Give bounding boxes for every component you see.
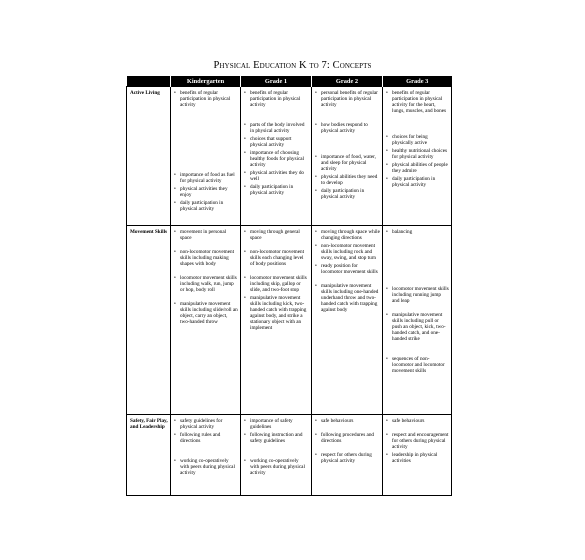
concept-item: • non-locomotor movement skills including rock and sway, swing, and stop turn (315, 243, 380, 261)
page-title: Physical Education K to 7: Concepts (213, 60, 372, 71)
concept-item: • daily participation in physical activity (315, 188, 380, 200)
table-cell (241, 226, 312, 415)
concept-list (174, 90, 238, 212)
table-cell (312, 415, 383, 496)
concept-item: • importance of choosing healthy foods for physical activity (244, 150, 309, 168)
table-cell (171, 87, 241, 226)
table-row (127, 415, 452, 496)
table-cell (171, 415, 241, 496)
table-row (127, 87, 452, 226)
table-cell (312, 226, 383, 415)
concept-list (174, 229, 238, 325)
concept-item: • locomotor movement skills including skip, gallop or slide, and two-foot stop (244, 275, 309, 293)
concept-item: • importance of safety guidelines (244, 418, 309, 430)
concept-item: • respect and encouragement for others during physical activity (386, 432, 449, 450)
concept-item: • choices that support physical activity (244, 136, 309, 148)
concept-item: • manipulative movement skills including slide/roll an object, carry an object, two-handed throw (174, 301, 238, 325)
concept-list (386, 418, 449, 464)
concept-item: • manipulative movement skills including pull or push an object, kick, two-handed catch, and one-handed strike (386, 312, 449, 342)
concept-item: • daily participation in physical activity (386, 176, 449, 188)
concept-item: • balancing (386, 229, 449, 235)
concept-item: • following rules and directions (174, 432, 238, 444)
concept-item: • locomotor movement skills including running jump and leap (386, 286, 449, 304)
table-cell (241, 415, 312, 496)
row-category: Active Living (127, 87, 171, 226)
concept-item: • how bodies respond to physical activity (315, 122, 380, 134)
table-cell (241, 87, 312, 226)
table-cell (171, 226, 241, 415)
concept-item: • healthy nutritional choices for physical activity (386, 148, 449, 160)
row-category: Movement Skills (127, 226, 171, 415)
header-grade-3: Grade 3 (383, 76, 452, 87)
concept-list (315, 229, 380, 313)
header-corner (127, 76, 171, 87)
concept-item: • benefits of regular participation in physical activity for the heart, lungs, muscles, and bones (386, 90, 449, 114)
concept-item: • importance of food as fuel for physical activity (174, 172, 238, 184)
concept-item: • importance of food, water, and sleep for physical activity (315, 154, 380, 172)
concept-item: • safe behaviours (315, 418, 380, 424)
concept-list (386, 90, 449, 188)
concept-item: • physical abilities of people they admire (386, 162, 449, 174)
concept-item: • locomotor movement skills including walk, run, jump or hop, body roll (174, 275, 238, 293)
concept-item: • physical abilities they need to develop (315, 174, 380, 186)
concept-item: • working co-operatively with peers during physical activity (244, 458, 309, 476)
table-cell (383, 87, 452, 226)
table-cell (383, 415, 452, 496)
table-header-row (127, 76, 452, 87)
header-grade-2: Grade 2 (312, 76, 383, 87)
table-cell (312, 87, 383, 226)
concept-list (244, 90, 309, 196)
concept-item: • leadership in physical activities (386, 452, 449, 464)
concept-list (386, 229, 449, 374)
concept-item: • choices for being physically active (386, 134, 449, 146)
concept-list (174, 418, 238, 476)
concept-list (244, 418, 309, 476)
concept-item: • sequences of non-locomotor and locomotor movement skills (386, 356, 449, 374)
table-row (127, 226, 452, 415)
concept-item: • manipulative movement skills including one-handed underhand throw and two-handed catch with trapping against body (315, 283, 380, 313)
concept-list (244, 229, 309, 331)
concept-item: • moving through space while changing directions (315, 229, 380, 241)
concept-item: • physical activities they enjoy (174, 186, 238, 198)
concept-item: • personal benefits of regular participation in physical activity (315, 90, 380, 108)
concept-item: • safe behaviours (386, 418, 449, 424)
concept-item: • daily participation in physical activity (244, 184, 309, 196)
table-body (127, 87, 452, 496)
concept-item: • moving through general space (244, 229, 309, 241)
concept-item: • manipulative movement skills including kick, two-handed catch with trapping against body, and strike a stationary object with an implement (244, 295, 309, 331)
concept-item: • working co-operatively with peers during physical activity (174, 458, 238, 476)
concept-item: • non-locomotor movement skills each changing level of body positions (244, 249, 309, 267)
concept-item: • movement in personal space (174, 229, 238, 241)
concept-item: • respect for others during physical activity (315, 452, 380, 464)
concept-item: • safety guidelines for physical activity (174, 418, 238, 430)
concepts-table (126, 76, 452, 496)
concept-item: • following instruction and safety guidelines (244, 432, 309, 444)
concept-item: • ready position for locomotor movement skills (315, 263, 380, 275)
concept-item: • parts of the body involved in physical activity (244, 122, 309, 134)
concept-item: • non-locomotor movement skills including making shapes with body (174, 249, 238, 267)
concept-list (315, 90, 380, 200)
concept-list (315, 418, 380, 464)
header-grade-1: Grade 1 (241, 76, 312, 87)
concept-item: • benefits of regular participation in physical activity (244, 90, 309, 108)
concept-item: • following procedures and directions (315, 432, 380, 444)
row-category: Safety, Fair Play, and Leadership (127, 415, 171, 496)
concept-item: • physical activities they do well (244, 170, 309, 182)
concept-item: • daily participation in physical activity (174, 200, 238, 212)
concept-item: • benefits of regular participation in physical activity (174, 90, 238, 108)
table-cell (383, 226, 452, 415)
header-kindergarten: Kindergarten (171, 76, 241, 87)
